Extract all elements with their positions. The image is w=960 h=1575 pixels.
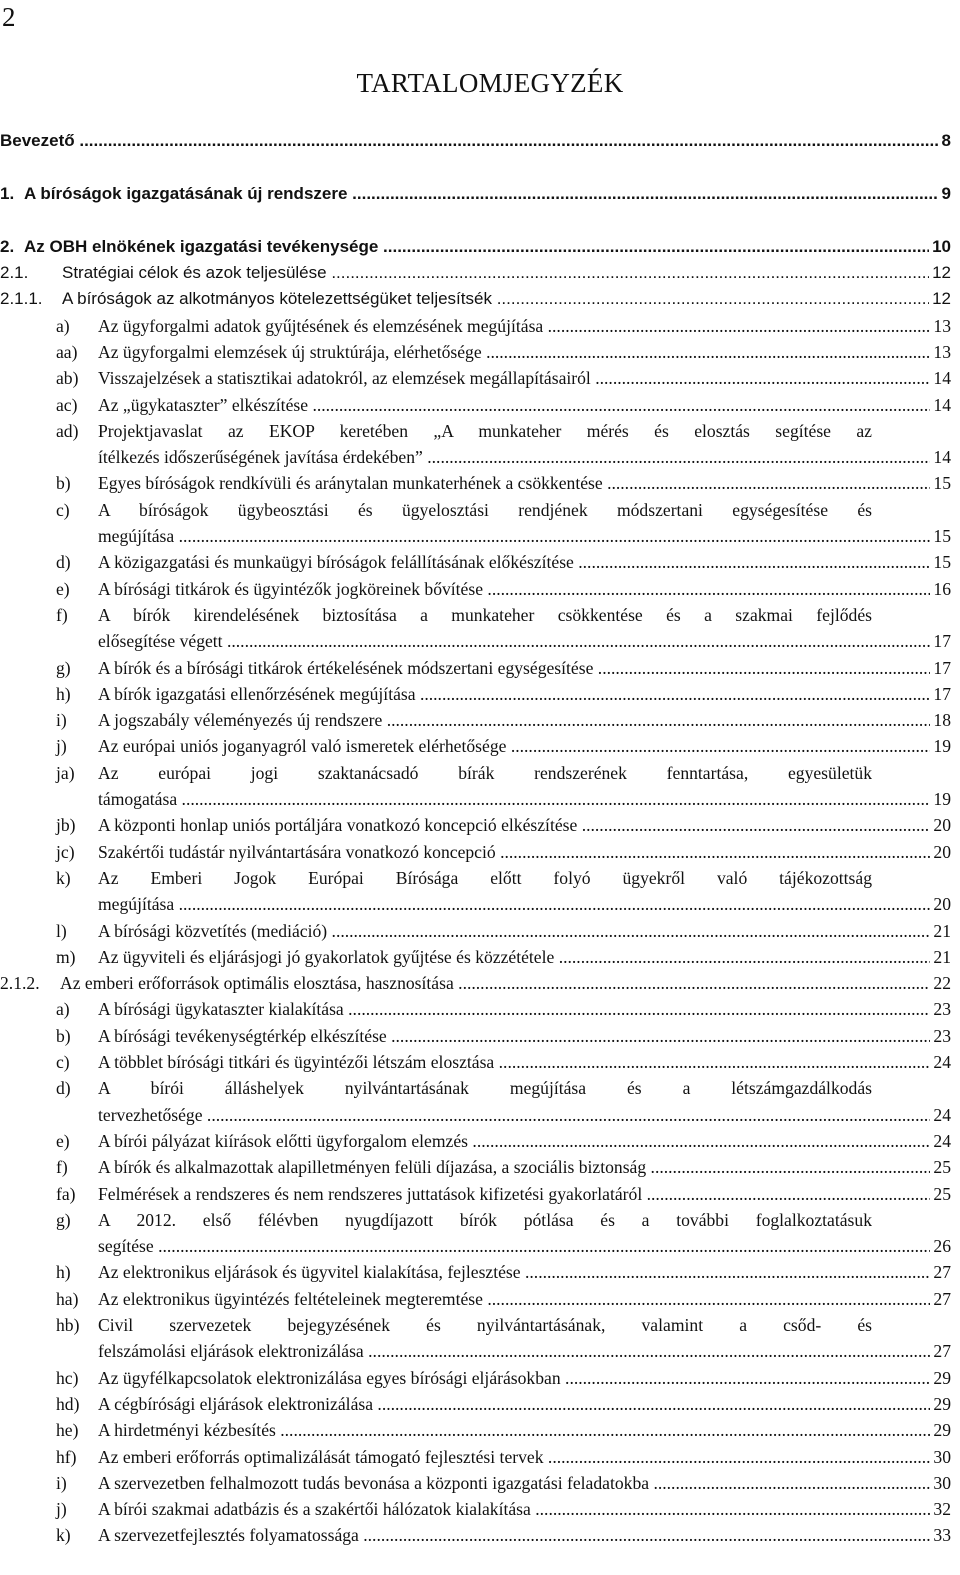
toc-page-number: 27 — [930, 1286, 951, 1312]
toc-entry-text: Az ügyfélkapcsolatok elektronizálása egyes bírósági eljárásokban ..... — [98, 1365, 950, 1391]
toc-entry-text: Stratégiai célok és azok teljesülése ..... — [62, 260, 950, 286]
toc-entry-text: Az európai jogi szaktanácsadó bírák rendszerének fenntartása, egyesületük — [98, 762, 872, 783]
toc-entry-number: fa) — [56, 1183, 76, 1204]
toc-entry-number: b) — [56, 473, 71, 494]
toc-entry-text: A cégbírósági eljárások elektronizálása ..... — [98, 1391, 950, 1417]
toc-entry-number: l) — [56, 920, 67, 941]
toc-entry-text: Az ügyforgalmi elemzések új struktúrája, elérhetősége ..... — [98, 339, 950, 365]
toc-page-number: 14 — [930, 444, 951, 470]
toc-entry-number: 2.1. — [0, 263, 29, 282]
toc-page-number: 14 — [930, 365, 951, 391]
toc-page-number: 22 — [930, 970, 951, 996]
toc-page-number: 25 — [930, 1181, 951, 1207]
toc-entry-text: Bevezető ..... — [0, 128, 950, 154]
toc-page-number: 30 — [930, 1470, 951, 1496]
toc-page-number: 29 — [930, 1365, 951, 1391]
toc-entry-text: A bírói pályázat kiírások előtti ügyforgalom elemzés ..... — [98, 1128, 950, 1154]
toc-entry-text: A bíróságok igazgatásának új rendszere ..... — [24, 181, 950, 207]
toc-entry-text: Az ügyviteli és eljárásjogi jó gyakorlatok gyűjtése és közzététele ..... — [98, 944, 950, 970]
toc-entry-text: Visszajelzések a statisztikai adatokról, az elemzések megállapításairól ..... — [98, 365, 950, 391]
toc-page-number: 8 — [939, 128, 951, 154]
toc-entry-number: he) — [56, 1420, 79, 1441]
toc-entry-text: A bíróságok ügybeosztási és ügyelosztási rendjének módszertani egységesítése és — [98, 499, 872, 520]
toc-page-number: 17 — [930, 655, 951, 681]
toc-entry-text: A bírósági közvetítés (mediáció) ..... — [98, 918, 950, 944]
toc-page-number: 21 — [930, 918, 951, 944]
toc-entry-number: c) — [56, 1052, 70, 1072]
toc-entry-number: g) — [56, 657, 71, 678]
toc-page-number: 10 — [929, 234, 951, 260]
toc-page-number: 18 — [930, 707, 951, 733]
toc-entry-text: A hirdetményi kézbesítés ..... — [98, 1417, 950, 1443]
toc-entry-number: hb) — [56, 1315, 80, 1335]
toc-page-number: 33 — [930, 1522, 951, 1548]
toc-entry-number: 2.1.1. — [0, 289, 43, 309]
toc-entry-number: i) — [56, 710, 67, 731]
toc-page-number: 17 — [930, 628, 951, 654]
toc-page-number: 29 — [930, 1391, 951, 1417]
toc-entry-text: A bírósági tevékenységtérkép elkészítése ..... — [98, 1023, 950, 1049]
toc-entry-number: k) — [56, 867, 71, 888]
toc-page-number: 20 — [930, 839, 951, 865]
toc-entry-number: hc) — [56, 1367, 79, 1388]
toc-entry-text: A bírósági ügykataszter kialakítása ..... — [98, 996, 950, 1022]
toc-entry-text: tervezhetősége ..... — [98, 1102, 950, 1128]
toc-entry-text: A bírók és alkalmazottak alapilletményen felüli díjazása, a szociális biztonság ..... — [98, 1154, 950, 1180]
toc-page-number: 24 — [930, 1102, 951, 1128]
toc-page-number: 27 — [930, 1338, 951, 1364]
toc-page-number: 24 — [930, 1049, 951, 1075]
toc-entry-number: ac) — [56, 394, 78, 415]
toc-entry-text: A központi honlap uniós portáljára vonatkozó koncepció elkészítése ..... — [98, 812, 950, 838]
toc-entry-number: ja) — [56, 762, 75, 783]
toc-entry-number: ad) — [56, 420, 79, 441]
toc-entry-text: Az emberi erőforrás optimalizálását támogató fejlesztési tervek ..... — [98, 1444, 950, 1470]
toc-page-number: 20 — [930, 812, 951, 838]
toc-entry-number: m) — [56, 946, 76, 967]
toc-page-number: 23 — [930, 996, 951, 1022]
toc-page-number: 23 — [930, 1023, 951, 1049]
toc-entry-number: ha) — [56, 1288, 79, 1309]
toc-entry-number: d) — [56, 552, 71, 573]
toc-entry-number: hd) — [56, 1393, 80, 1414]
toc-entry-number: 2.1.2. — [0, 973, 40, 994]
toc-entry-text: Az emberi erőforrások optimális elosztása, hasznosítása ..... — [60, 970, 950, 996]
toc-entry-text: Az Emberi Jogok Európai Bírósága előtt folyó ügyekről való tájékozottság — [98, 867, 872, 888]
toc-entry-number: j) — [56, 1499, 67, 1520]
toc-entry-text: A 2012. első félévben nyugdíjazott bírók pótlása és a további foglalkoztatásuk — [98, 1209, 872, 1230]
toc-entry-number: a) — [56, 999, 70, 1020]
toc-entry-number: e) — [56, 1130, 70, 1151]
toc-entry-text: A többlet bírósági titkári és ügyintézői létszám elosztása ..... — [98, 1049, 950, 1075]
toc-entry-number: 2. — [0, 237, 15, 256]
toc-entry-number: k) — [56, 1525, 71, 1546]
toc-entry-text: A jogszabály véleményezés új rendszere ..... — [98, 707, 950, 733]
toc-entry-text: A közigazgatási és munkaügyi bíróságok felállításának előkészítése ..... — [98, 549, 950, 575]
toc-entry-text: Az elektronikus ügyintézés feltételeinek megteremtése ..... — [98, 1286, 950, 1312]
toc-entry-text: A bírók és a bírósági titkárok értékelésének módszertani egységesítése ..... — [98, 655, 950, 681]
toc-entry-number: f) — [56, 604, 68, 625]
toc-entry-number: a) — [56, 315, 70, 336]
toc-page-number: 30 — [930, 1444, 951, 1470]
toc-entry-text: elősegítése végett ..... — [98, 628, 950, 654]
toc-entry-text: Az ügyforgalmi adatok gyűjtésének és elemzésének megújítása ..... — [98, 313, 950, 339]
toc-page-number: 26 — [930, 1233, 951, 1259]
toc-entry-text: Projektjavaslat az EKOP keretében „A munkateher mérés és elosztás segítése az — [98, 420, 872, 441]
toc-entry-number: jc) — [56, 841, 75, 862]
toc-entry-text: ítélkezés időszerűségének javítása érdekében” ..... — [98, 444, 950, 470]
toc-entry-number: 1. — [0, 184, 15, 203]
toc-entry-text: A bírósági titkárok és ügyintézők jogköreinek bővítése ..... — [98, 576, 950, 602]
toc-entry-text: megújítása ..... — [98, 523, 950, 549]
toc-entry-number: f) — [56, 1157, 68, 1178]
toc-entry-text: Egyes bíróságok rendkívüli és aránytalan munkaterhének a csökkentése ..... — [98, 470, 950, 496]
toc-entry-text: segítése ..... — [98, 1233, 950, 1259]
toc-page-number: 15 — [930, 470, 951, 496]
toc-page-number: 14 — [930, 392, 951, 418]
toc-entry-text: Felmérések a rendszeres és nem rendszeres juttatások kifizetési gyakorlatáról ..... — [98, 1181, 950, 1207]
toc-entry-number: j) — [56, 736, 67, 757]
toc-entry-text: A bírói szakmai adatbázis és a szakértői hálózatok kialakítása ..... — [98, 1496, 950, 1522]
toc-page-number: 27 — [930, 1259, 951, 1285]
toc-page-number: 19 — [930, 786, 951, 812]
toc-page-number: 15 — [930, 549, 951, 575]
toc-page-number: 19 — [930, 733, 951, 759]
toc-entry-number: ab) — [56, 368, 79, 389]
toc-entry-text: Civil szervezetek bejegyzésének és nyilvántartásának, valamint a csőd- és — [98, 1315, 872, 1335]
toc-entry-number: g) — [56, 1209, 71, 1230]
toc-entry-text: Az „ügykataszter” elkészítése ..... — [98, 392, 950, 418]
toc-entry-text: A bírók igazgatási ellenőrzésének megújítása ..... — [98, 681, 950, 707]
toc-page-number: 29 — [930, 1417, 951, 1443]
toc-entry-text: Az OBH elnökének igazgatási tevékenysége ..... — [24, 234, 950, 260]
toc-page-number: 25 — [930, 1154, 951, 1180]
toc-entry-text: A bírói álláshelyek nyilvántartásának megújítása és a létszámgazdálkodás — [98, 1078, 872, 1099]
toc-entry-text: A szervezetben felhalmozott tudás bevonása a központi igazgatási feladatokba ..... — [98, 1470, 950, 1496]
toc-page-number: 21 — [930, 944, 951, 970]
toc-entry-number: h) — [56, 683, 71, 704]
toc-entry-number: i) — [56, 1472, 67, 1493]
toc-page-number: 9 — [939, 181, 951, 207]
toc-entry-text: támogatása ..... — [98, 786, 950, 812]
toc-page-number: 15 — [930, 523, 951, 549]
toc-entry-number: c) — [56, 499, 70, 520]
toc-entry-text: Szakértői tudástár nyilvántartására vonatkozó koncepció ..... — [98, 839, 950, 865]
toc-page-number: 13 — [930, 313, 951, 339]
toc-entry-number: aa) — [56, 341, 78, 362]
toc-entry-number: e) — [56, 578, 70, 599]
toc-entry-text: Az európai uniós joganyagról való ismeretek elérhetősége ..... — [98, 733, 950, 759]
toc-page-number: 12 — [929, 286, 951, 312]
toc-entry-text: A szervezetfejlesztés folyamatossága ..... — [98, 1522, 950, 1548]
page-title: TARTALOMJEGYZÉK — [356, 68, 624, 98]
toc-entry-text: Az elektronikus eljárások és ügyvitel kialakítása, fejlesztése ..... — [98, 1259, 950, 1285]
toc-page-number: 13 — [930, 339, 951, 365]
toc-entry-text: A bírók kirendelésének biztosítása a munkateher csökkentése és a szakmai fejlődés — [98, 604, 872, 625]
toc-entry-text: A bíróságok az alkotmányos kötelezettségüket teljesítsék ..... — [62, 286, 950, 312]
page-number: 2 — [2, 2, 16, 32]
toc-entry-text: megújítása ..... — [98, 891, 950, 917]
toc-entry-text: felszámolási eljárások elektronizálása ..... — [98, 1338, 950, 1364]
toc-page-number: 24 — [930, 1128, 951, 1154]
toc-entry-number: jb) — [56, 815, 76, 836]
toc-page-number: 12 — [929, 260, 951, 286]
toc-entry-number: hf) — [56, 1446, 77, 1467]
toc-page-number: 32 — [930, 1496, 951, 1522]
toc-page-number: 20 — [930, 891, 951, 917]
toc-page-number: 17 — [930, 681, 951, 707]
toc-entry-number: b) — [56, 1025, 71, 1046]
toc-page-number: 16 — [930, 576, 951, 602]
toc-entry-number: h) — [56, 1262, 71, 1283]
toc-entry-number: d) — [56, 1078, 71, 1099]
